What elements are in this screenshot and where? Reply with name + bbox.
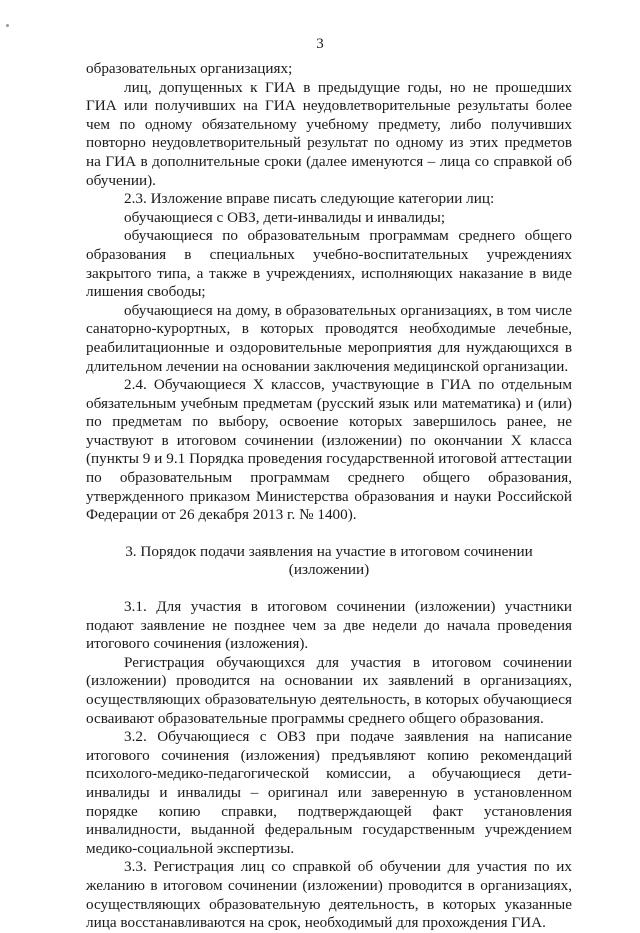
scan-speck: [6, 24, 9, 27]
paragraph: лиц, допущенных к ГИА в предыдущие годы, но не прошедших ГИА или получивших на ГИА неудовлетворительные результаты более чем по одному обязательному учебному предмету, либо получивших повторно неудовлетворительный результат по одному из этих предметов на ГИА в дополнительные сроки (далее именуются – лица со справкой об обучении).: [86, 78, 572, 189]
paragraph: образовательных организациях;: [86, 60, 293, 77]
paragraph: 3.3. Регистрация лиц со справкой об обучении для участия по их желанию в итоговом сочинении (изложении) проводится в организациях, осуществляющих образовательную деятельность, в которых указанные лица восстанавливаются на срок, необходимый для прохождения ГИА.: [86, 858, 572, 932]
paragraph: 2.3. Изложение вправе писать следующие категории лиц:: [124, 190, 495, 208]
document-body: [86, 60, 572, 933]
paragraph: 2.4. Обучающиеся X классов, участвующие в ГИА по отдельным обязательным учебным предметам (русский язык или математика) и (или) по предметам по выбору, освоение которых завершилось ранее, не участвуют в итоговом сочинении (изложении) по окончании X класса (пункты 9 и 9.1 Порядка проведения государственной итоговой аттестации по образовательным программам среднего общего образования, утвержденного приказом Министерства образования и науки Российской Федерации от 26 декабря 2013 г. № 1400).: [86, 376, 572, 524]
paragraph: обучающиеся с ОВЗ, дети-инвалиды и инвалиды;: [124, 208, 446, 226]
paragraph: 3.1. Для участия в итоговом сочинении (изложении) участники подают заявление не позднее чем за две недели до начала проведения итогового сочинения (изложения).: [86, 598, 572, 653]
paragraph: обучающиеся по образовательным программам среднего общего образования в специальных учебно-воспитательных учреждениях закрытого типа, а также в учреждениях, исполняющих наказание в виде лишения свободы;: [86, 227, 572, 301]
paragraph: Регистрация обучающихся для участия в итоговом сочинении (изложении) проводится на основании их заявлений в организациях, осуществляющих образовательную деятельность, в которых обучающиеся осваивают образовательные программы среднего общего образования.: [86, 653, 572, 727]
paragraph: 3.2. Обучающиеся с ОВЗ при подаче заявления на написание итогового сочинения (изложения) предъявляют копию рекомендаций психолого-медико-педагогической комиссии, а обучающиеся дети-инвалиды и инвалиды – оригинал или заверенную в установленном порядке копию справки, подтверждающей факт установления инвалидности, выданной федеральным государственным учреждением медико-социальной экспертизы.: [86, 728, 572, 857]
page-number: 3: [316, 36, 324, 52]
paragraph: обучающиеся на дому, в образовательных организациях, в том числе санаторно-курортных, в которых проводятся необходимые лечебные, реабилитационные и оздоровительные мероприятия для нуждающихся в длительном лечении на основании заключения медицинской организации.: [86, 301, 572, 375]
section-heading: 3. Порядок подачи заявления на участие в итоговом сочинении (изложении): [125, 542, 533, 579]
